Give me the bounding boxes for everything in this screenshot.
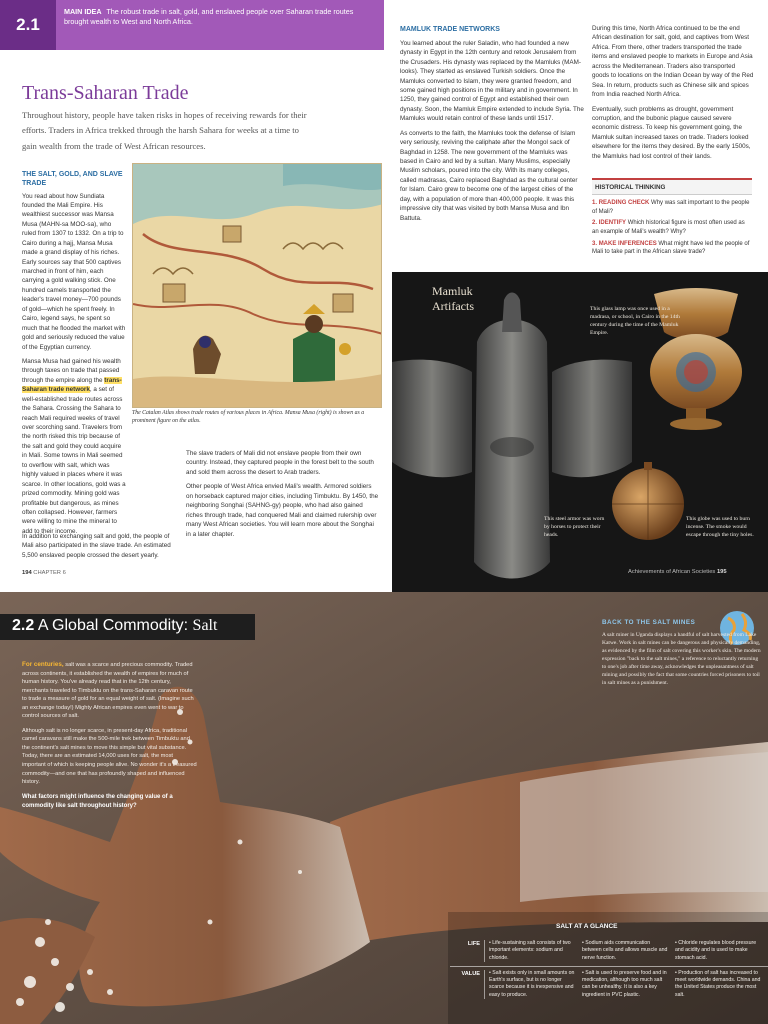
paragraph-mansa-musa: You read about how Sundiata founded the Mali Empire. His wealthiest successor was Mansa Musa (MAHN-sa MOO-sa), who ruled from 1307 to 1332. On a trip to Cairo during a hajj, Mansa Musa made a grand display of his riches. Early sources say that 500 captives marched in front of him, each carrying a gold walking stick. One hundred camels transported the leader's travel money—700 pounds of gold—which he spent freely. In Cairo, legend says, he spent so much that he flooded the market with gold and seriously reduced the value of the Egyptian currency. (22, 192, 126, 351)
lesson-intro: Throughout history, people have taken risks in hopes of receiving rewards for their efforts. Traders in Africa trekked through the harsh Sahara for weeks at a time to gain wealth from the trade of West African resources. (22, 110, 307, 151)
salt-feature-spread (0, 592, 768, 1024)
paragraph-trade-network-end: , a set of well-established trade routes across the Sahara. Crossing the Sahara to reach Mali required weeks of travel over scorching sand. Travelers from the north risked this trip because of the salt and gold they could acquire in Mali. Some towns in Mali seemed to overflow with salt, which was highly valued in places where it was scarce. In other locations, gold was a prized commodity. Mining gold was profitable but dangerous, as mines often collapsed. However, farmers were willing to mine the mineral to add to their income. (22, 386, 126, 535)
glance-cell: • Production of salt has increased to meet worldwide demands. China and the United States produce the most salt. (675, 969, 761, 998)
main-idea-label: MAIN IDEA (64, 7, 102, 16)
question-number: 3. (592, 240, 598, 247)
paragraph-trade-network (22, 357, 126, 536)
salt-lead-in: For centuries, (22, 661, 64, 668)
question-number: 1. (592, 200, 598, 206)
armor-caption: This steel armor was worn by horses to protect their heads. (544, 516, 605, 538)
key-term-trans-saharan[interactable]: trans-Saharan trade network (22, 376, 122, 394)
glance-cell: • Salt is used to preserve food and in medication, although too much salt can be unhealthy. It is also a key ingredient in PVC plastic. (582, 969, 667, 998)
right-page-number: 195 (716, 569, 727, 575)
salt-title-main: A Global Commodity: (37, 617, 189, 634)
atlas-illustration (133, 164, 382, 408)
question-skill: IDENTIFY (598, 220, 627, 227)
glance-row-label: VALUE (461, 970, 480, 977)
question-skill: MAKE INFERENCES (598, 240, 657, 247)
paragraph-slave-trade: In addition to exchanging salt and gold, the people of Mali also participated in the slave trade. An estimated 5,500 enslaved people crossed the desert yearly. (22, 533, 171, 559)
left-page-number: 194 (22, 570, 32, 576)
glance-row (450, 937, 768, 962)
artifacts-title-line-2: Artifacts (432, 299, 474, 313)
historical-thinking-questions (592, 199, 752, 257)
paragraph-north-africa: During this time, North Africa continued to be the end African destination for salt, gold, and captives from West Africa. From there, other traders transported the trade items and enslaved people to markets in Europe and Asia across the Mediterranean. Traders also transported goods to locations on the Indian Ocean by way of the Red Sea. In return, products such as Chinese silk and spices from India reached North Africa. (592, 25, 754, 99)
glance-cell: • Sodium aids communication between cells and allows muscle and nerve function. (582, 940, 668, 961)
artifacts-illustration (392, 272, 768, 592)
glance-row-label: LIFE (467, 941, 480, 947)
section-heading-salt-gold: THE SALT, GOLD, AND SLAVE TRADE (22, 171, 123, 187)
paragraph-salt-today: Although salt is no longer scarce, in present-day Africa, traditional camel caravans still make the 500-mile trek between Timbuktu and the continent's salt mines to move this simple but vital substance. Today, there are an estimated 14,000 uses for salt, the most important of which is keeping people alive. No wonder it's a treasured commodity—and one that has profoundly shaped and influenced history. (22, 727, 197, 786)
main-idea-banner (56, 0, 384, 50)
question-text: Which historical figure is most often used as an example of Mali's wealth? Why? (592, 220, 745, 236)
lesson-title: Trans-Saharan Trade (22, 82, 189, 104)
lesson-number-badge: 2.1 (0, 0, 56, 50)
main-idea-text: The robust trade in salt, gold, and enslaved people over Saharan trade routes brought wealth to West and North Africa. (64, 7, 354, 26)
paragraph-trade-network-start: Mansa Musa had gained his wealth through taxes on trade that passed through the empire along the (22, 357, 121, 384)
question-skill: READING CHECK (598, 200, 650, 206)
left-lower-column (22, 532, 182, 565)
back-to-salt-mines-title: BACK TO THE SALT MINES (602, 619, 696, 626)
mamluk-artifacts-feature (392, 272, 768, 592)
left-page-footer (22, 570, 66, 576)
left-page-chapter: CHAPTER 6 (33, 570, 66, 576)
salt-paragraph-1-body: salt was a scarce and precious commodity. Traded across continents, it established the wealth of empires for much of human history. You've already read that in the 12th century, merchants traveled to Timbuktu on the trans-Saharan caravan route to trade a measure of gold for an equal weight of salt. (Imagine such an exchange today!) Mighty African empires even went to war to control sources of salt. (22, 662, 194, 720)
salt-main-text (22, 660, 198, 817)
glance-cell: • Life-sustaining salt consists of two important elements: sodium and chloride. (484, 940, 582, 962)
question-text: What might have led the people of Mali to take part in the African slave trade? (592, 240, 750, 256)
salt-at-a-glance-table (450, 937, 768, 1003)
historical-thinking-question (592, 240, 752, 257)
glance-cell: • Salt exists only in small amounts on Earth's surface, but is no longer scarce because it is inexpensive and easy to produce. (484, 970, 582, 999)
atlas-caption: The Catalan Atlas shows trade routes of various places in Africa. Mansa Musa (right) is shown as a prominent figure on the atlas. (132, 410, 365, 424)
glance-row (450, 966, 768, 999)
left-column (22, 171, 126, 541)
glance-cell: • Chloride regulates blood pressure and acidity and is used to make stomach acid. (675, 940, 757, 961)
salt-at-a-glance-title: SALT AT A GLANCE (556, 923, 618, 930)
historical-thinking-question (592, 219, 752, 236)
lamp-caption: This glass lamp was once used in a madrasa, or school, in Cairo in the 14th century during the time of the Mamluk Empire. (590, 306, 680, 336)
salt-lesson-number: 2.2 (12, 617, 35, 634)
globe-caption: This globe was used to burn incense. The smoke would escape through the tiny holes. (686, 516, 754, 538)
section-heading-mamluk: MAMLUK TRADE NETWORKS (400, 26, 500, 33)
paragraph-saladin: You learned about the ruler Saladin, who had founded a new dynasty in Egypt in the 12th century and retook Jerusalem from the Crusaders. His dynasty was replaced by the Mamluks (MAM-looks). They started as enslaved Turkish soldiers. Once the Mamluks converted to Islam, they were granted freedom, and some gained high positions in the military and in government. In 1250, they gained control of Egypt and established their own dynasty. Soon, the Mamluk Empire extended to include Syria. The Mamluks would retain control of these lands until 1517. (400, 39, 584, 123)
question-number: 2. (592, 220, 598, 227)
mamluk-column (400, 26, 584, 228)
historical-thinking-question (592, 199, 752, 216)
historical-thinking-box (592, 178, 752, 260)
historical-thinking-title: HISTORICAL THINKING (592, 178, 752, 195)
back-to-salt-mines-text: A salt miner in Uganda displays a handful of salt harvested from Lake Katwe. Work in salt mines can be dangerous and physically demanding, as evidenced by the film of salt covering this worker's skin. The modern expression "back to the salt mines," a reference to reluctantly returning to one's job after time away, acknowledges the unpleasantness of salt mining and possibly the fact that some countries forced prisoners to toil in salt mines as a punishment. (602, 632, 761, 686)
paragraph-salt-history (22, 660, 198, 721)
salt-title-word: Salt (192, 617, 218, 634)
paragraph-songhai: Other people of West Africa envied Mali's wealth. Armored soldiers on horseback captured major cities, including Timbuktu. By 1450, the neighboring Songhai (SAHNG-gy) people, who had also gained riches through trade, had conquered Mali and claimed rulership over many West African societies. You will learn more about the Songhai in a later chapter. (186, 483, 379, 538)
right-column (592, 24, 754, 166)
paragraph-slave-traders: The slave traders of Mali did not enslave people from their own country. Instead, they captured people in the forest belt to the south and sold them across the desert to Arab traders. (186, 450, 374, 476)
artifacts-title-line-1: Mamluk (432, 284, 473, 298)
paragraph-decline: Eventually, such problems as drought, government corruption, and the bubonic plague caused severe economic distress. To keep his government going, the Mamluk sultan increased taxes on trade. Traders looked elsewhere for the items they desired. By the early 1500s, the Mamluks had lost control of their lands. (592, 105, 751, 160)
catalan-atlas-image (132, 163, 382, 408)
paragraph-cairo: As converts to the faith, the Mamluks took the defense of Islam very seriously, reviving the caliphate after the Mongol sack of Baghdad in 1258. The new government of the Mamluks was based in Cairo and led by a sultan. Many Muslims, especially Muslim scholars, poured into the city. With its many colleges, called madrasas, Cairo replaced Baghdad as the cultural center for Islam. Cairo grew to become one of the largest cities of the day, with a population of more than 400,000 people. It was this impressive city that was visited by both Mansa Musa and Ibn Battuta. (400, 129, 578, 222)
middle-column (186, 449, 380, 544)
right-page-footer (628, 569, 727, 575)
right-page-title: Achievements of African Societies (628, 569, 716, 575)
salt-discussion-question: What factors might influence the changing value of a commodity like salt throughout history? (22, 793, 173, 809)
question-text: Why was salt important to the people of Mali? (592, 200, 750, 215)
salt-section-title (0, 614, 255, 640)
